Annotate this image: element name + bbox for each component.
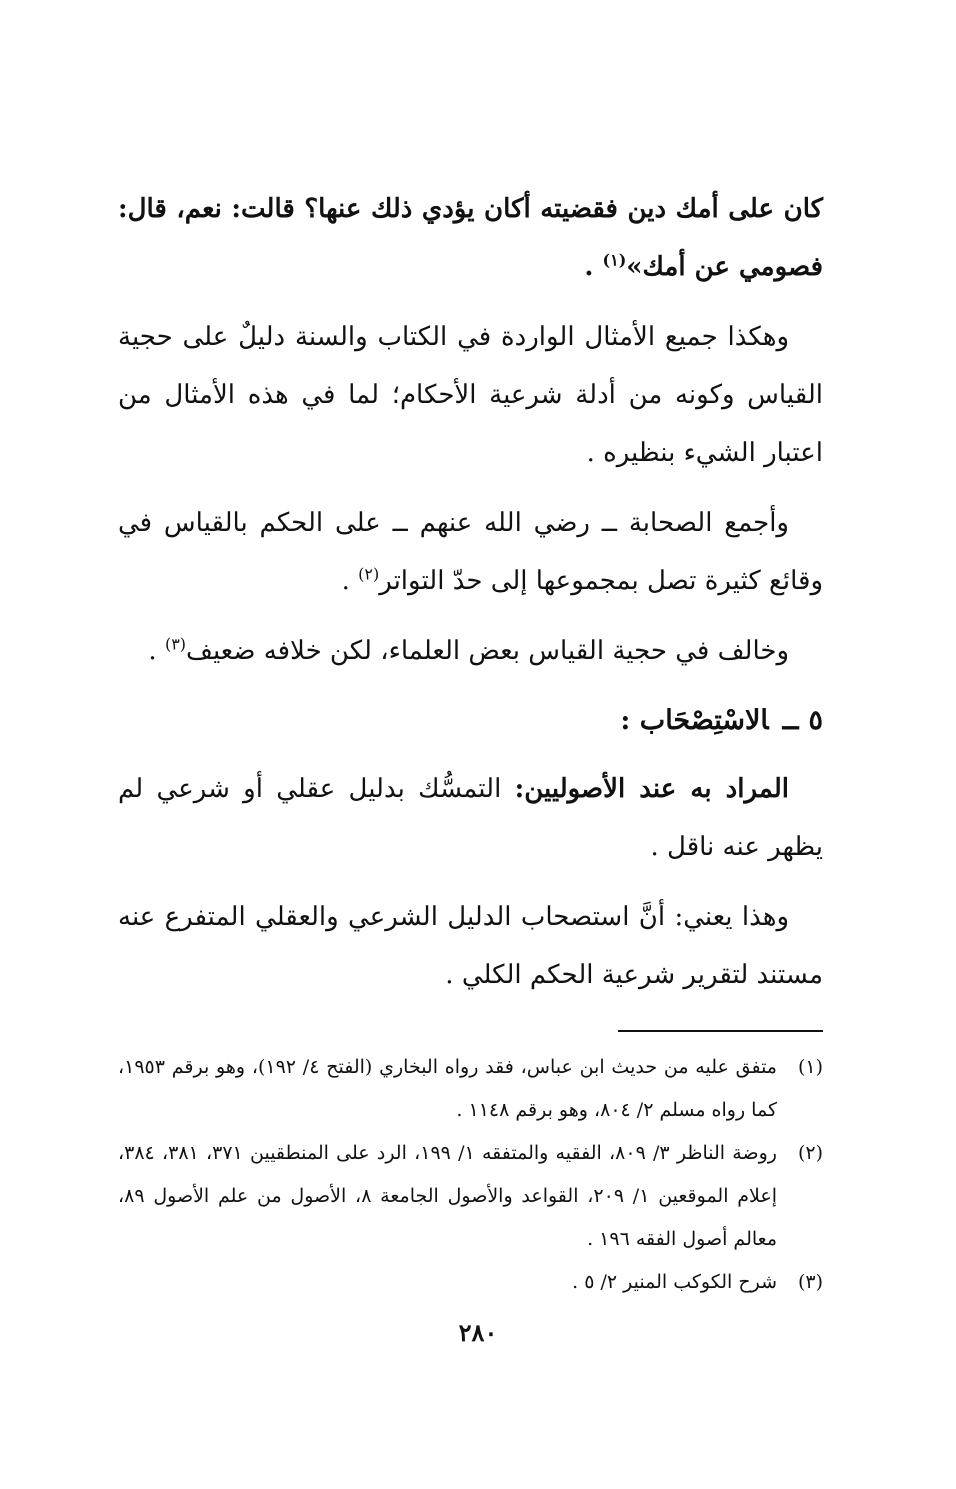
paragraph-text: التمسُّك بدليل عقلي أو شرعي لم يظهر عنه ناقل . [118,774,823,862]
sentence-end: . [341,566,359,596]
footnote-3 [118,1261,823,1304]
section-number: ٥ [808,705,823,736]
footnote-text: شرح الكوكب المنير ٢/ ٥ . [572,1271,777,1293]
paragraph-dissent [118,622,823,680]
paragraph-text: وهذا يعني: أنَّ استصحاب الدليل الشرعي والعقلي المتفرع عنه مستند لتقرير شرعية الحكم الكلي . [118,902,823,990]
footnote-text: متفق عليه من حديث ابن عباس، فقد رواه البخاري (الفتح ٤/ ١٩٢)، وهو برقم ١٩٥٣، كما رواه مسلم ٢/ ٨٠٤، وهو برقم ١١٤٨ . [118,1056,777,1121]
paragraph-meaning [118,888,823,1004]
definition-lead: المراد به عند الأصوليين: [514,774,789,804]
paragraph-definition [118,760,823,876]
footnote-number: (٣) [797,1271,823,1293]
footnote-text: روضة الناظر ٣/ ٨٠٩، الفقيه والمتفقه ١/ ١٩٩، الرد على المنطقيين ٣٧١، ٣٨١، ٣٨٤، إعلام الموقعين ١/ ٢٠٩، القواعد والأصول الجامعة ٨، الأصول من علم الأصول ٨٩، معالم أصول الفقه ١٩٦ . [118,1142,777,1250]
paragraph-text: وخالف في حجية القياس بعض العلماء، لكن خلافه ضعيف [186,636,789,666]
sentence-end: . [584,252,603,282]
section-heading [118,692,823,750]
footnote-number: (١) [797,1056,823,1078]
footnote-ref-1[interactable]: (١) [602,250,627,270]
paragraph-text: وهكذا جميع الأمثال الواردة في الكتاب والسنة دليلٌ على حجية القياس وكونه من أدلة شرعية الأحكام؛ لما في هذه الأمثال من اعتبار الشيء بنظيره . [118,322,823,468]
paragraph-text: وأجمع الصحابة ــ رضي الله عنهم ــ على الحكم بالقياس في وقائع كثيرة تصل بمجموعها إلى حدّ التواتر [118,508,823,596]
section-title: الاسْتِصْحَاب : [620,705,769,736]
paragraph-hadith-continuation [118,180,823,296]
footnote-separator [618,1030,823,1032]
footnote-2 [118,1132,823,1261]
paragraph-text: كان على أمك دين فقضيته أكان يؤدي ذلك عنها؟ قالت: نعم، قال: فصومي عن أمك» [118,194,823,282]
paragraph-proverbs [118,308,823,482]
page-body [118,180,823,1304]
footnote-1 [118,1046,823,1132]
footnote-ref-2[interactable]: (٢) [358,564,380,584]
sentence-end: . [148,636,165,666]
footnote-number: (٢) [797,1142,823,1164]
section-dash: ــ [782,705,799,736]
footnote-ref-3[interactable]: (٣) [164,634,187,654]
paragraph-consensus [118,494,823,610]
page-number: ٢٨٠ [458,1318,498,1347]
